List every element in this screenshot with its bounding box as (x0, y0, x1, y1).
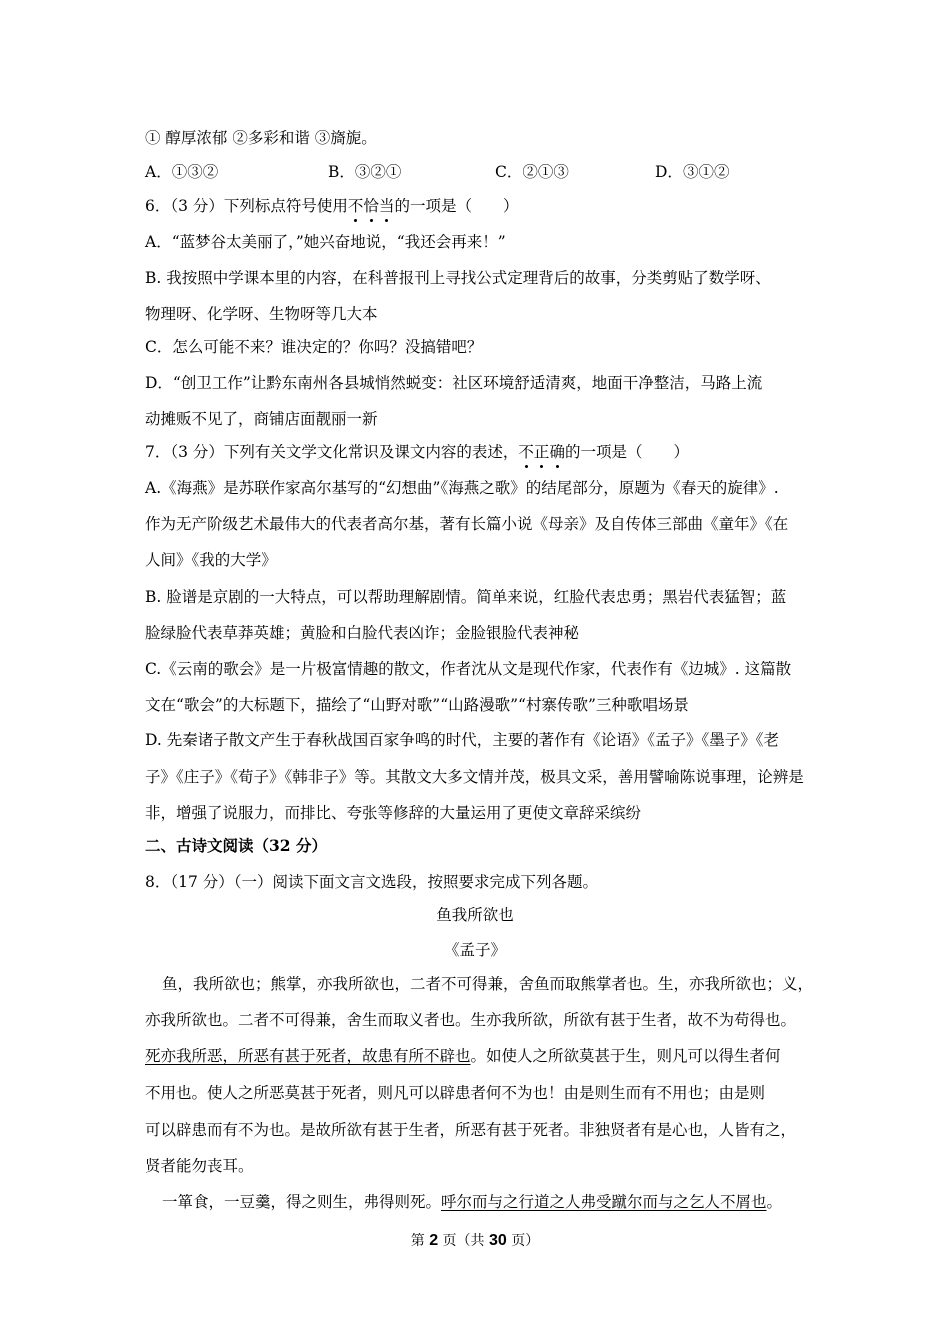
q8-stem: 8．（17 分）（一）阅读下面文言文选段，按照要求完成下列各题。 (145, 873, 599, 891)
q5-option-b: B．③②① (328, 163, 402, 181)
passage-line-6: 贤者能勿丧耳。 (145, 1157, 254, 1175)
underlined-sentence: 死亦我所恶，所恶有甚于死者，故患有所不辟也 (145, 1047, 471, 1065)
emphasis-char: 当 (378, 197, 395, 215)
q6-option-d-line2: 动摊贩不见了，商铺店面靓丽一新 (145, 410, 378, 428)
passage-author: 《孟子》 (443, 941, 506, 959)
q7-option-a-line3: 人间》《我的大学》 (145, 551, 277, 569)
q5-options (0, 162, 950, 182)
q7-option-c-line1: C.《云南的歌会》是一片极富情趣的散文，作者沈从文是现代作家，代表作有《边城》. 这篇散 (145, 660, 792, 678)
emphasis-char: 不 (518, 443, 534, 461)
page-footer: 第 2 页（共 30 页） (410, 1232, 540, 1249)
passage-title: 鱼我所欲也 (436, 906, 514, 924)
emphasis-char: 正 (533, 443, 550, 461)
passage-line-5: 可以辟患而有不为也。是故所欲有甚于生者，所恶有甚于死者。非独贤者有是心也，人皆有之， (145, 1121, 797, 1139)
page-total: 30 (489, 1232, 507, 1249)
q7-option-d-line3: 非，增强了说服力，而排比、夸张等修辞的大量运用了更使文章辞采缤纷 (145, 804, 642, 822)
q7-option-d-line1: D. 先秦诸子散文产生于春秋战国百家争鸣的时代，主要的著作有《论语》《孟子》《墨子》《老 (145, 731, 779, 749)
q5-option-d: D．③①② (655, 163, 730, 181)
section-heading: 二、古诗文阅读（32 分） (145, 836, 327, 855)
emphasis-char: 恰 (363, 197, 379, 215)
q7-option-c-line2: 文在“歌会”的大标题下，描绘了“山野对歌”“山路漫歌”“村寨传歌”三种歌唱场景 (145, 696, 689, 714)
q5-option-c: C．②①③ (495, 163, 569, 181)
passage-line-3: 死亦我所恶，所恶有甚于死者，故患有所不辟也。如使人之所欲莫甚于生，则凡可以得生者何 (145, 1047, 781, 1065)
q6-option-b-line1: B. 我按照中学课本里的内容，在科普报刊上寻找公式定理背后的故事，分类剪贴了数学呀、 (145, 269, 771, 287)
q5-option-a: A．①③② (145, 163, 219, 181)
passage-line-2: 亦我所欲也。二者不可得兼，舍生而取义者也。生亦我所欲，所欲有甚于生者，故不为苟得也。 (145, 1011, 797, 1029)
page-number: 2 (429, 1232, 439, 1249)
underlined-sentence: 呼尔而与之行道之人弗受蹴尔而与之乞人不屑也 (441, 1193, 767, 1211)
q7-option-d-line2: 子》《庄子》《荀子》《韩非子》等。其散文大多文情并茂，极具文采，善用譬喻陈说事理，论辨是 (145, 768, 804, 786)
q7-option-a-line1: A.《海燕》是苏联作家高尔基写的“幻想曲”《海燕之歌》的结尾部分，原题为《春天的旋律》. (145, 479, 779, 497)
passage-line-7: 一箪食，一豆羹，得之则生，弗得则死。呼尔而与之行道之人弗受蹴尔而与之乞人不屑也。 (162, 1193, 783, 1211)
q7-stem: 7．（3 分）下列有关文学文化常识及课文内容的表述，不正确的一项是（ ） (145, 443, 689, 461)
q6-option-d-line1: D．“创卫工作”让黔东南州各县城悄然蜕变：社区环境舒适清爽，地面干净整洁，马路上流 (145, 374, 763, 392)
q6-stem: 6．（3 分）下列标点符号使用不恰当的一项是（ ） (145, 197, 519, 215)
passage-line-1: 鱼，我所欲也；熊掌，亦我所欲也，二者不可得兼，舍鱼而取熊掌者也。生，亦我所欲也；义， (162, 975, 814, 993)
passage-line-4: 不用也。使人之所恶莫甚于死者，则凡可以辟患者何不为也！由是则生而有不用也；由是则 (145, 1084, 766, 1102)
emphasis-char: 确 (549, 443, 565, 461)
q7-option-b-line1: B. 脸谱是京剧的一大特点，可以帮助理解剧情。简单来说，红脸代表忠勇；黑岩代表猛智；蓝 (145, 588, 787, 606)
q6-option-a: A．“蓝梦谷太美丽了，”她兴奋地说，“我还会再来！” (145, 233, 506, 251)
q7-option-b-line2: 脸绿脸代表草莽英雄；黄脸和白脸代表凶诈；金脸银脸代表神秘 (145, 624, 580, 642)
q6-option-c: C．怎么可能不来？谁决定的？你吗？没搞错吧？ (145, 338, 483, 356)
emphasis-char: 不 (347, 197, 364, 215)
q7-option-a-line2: 作为无产阶级艺术最伟大的代表者高尔基，著有长篇小说《母亲》及自传体三部曲《童年》《在 (145, 515, 789, 533)
q5-items: ① 醇厚浓郁 ②多彩和谐 ③旖旎。 (145, 129, 377, 147)
q6-option-b-line2: 物理呀、化学呀、生物呀等几大本 (145, 305, 378, 323)
